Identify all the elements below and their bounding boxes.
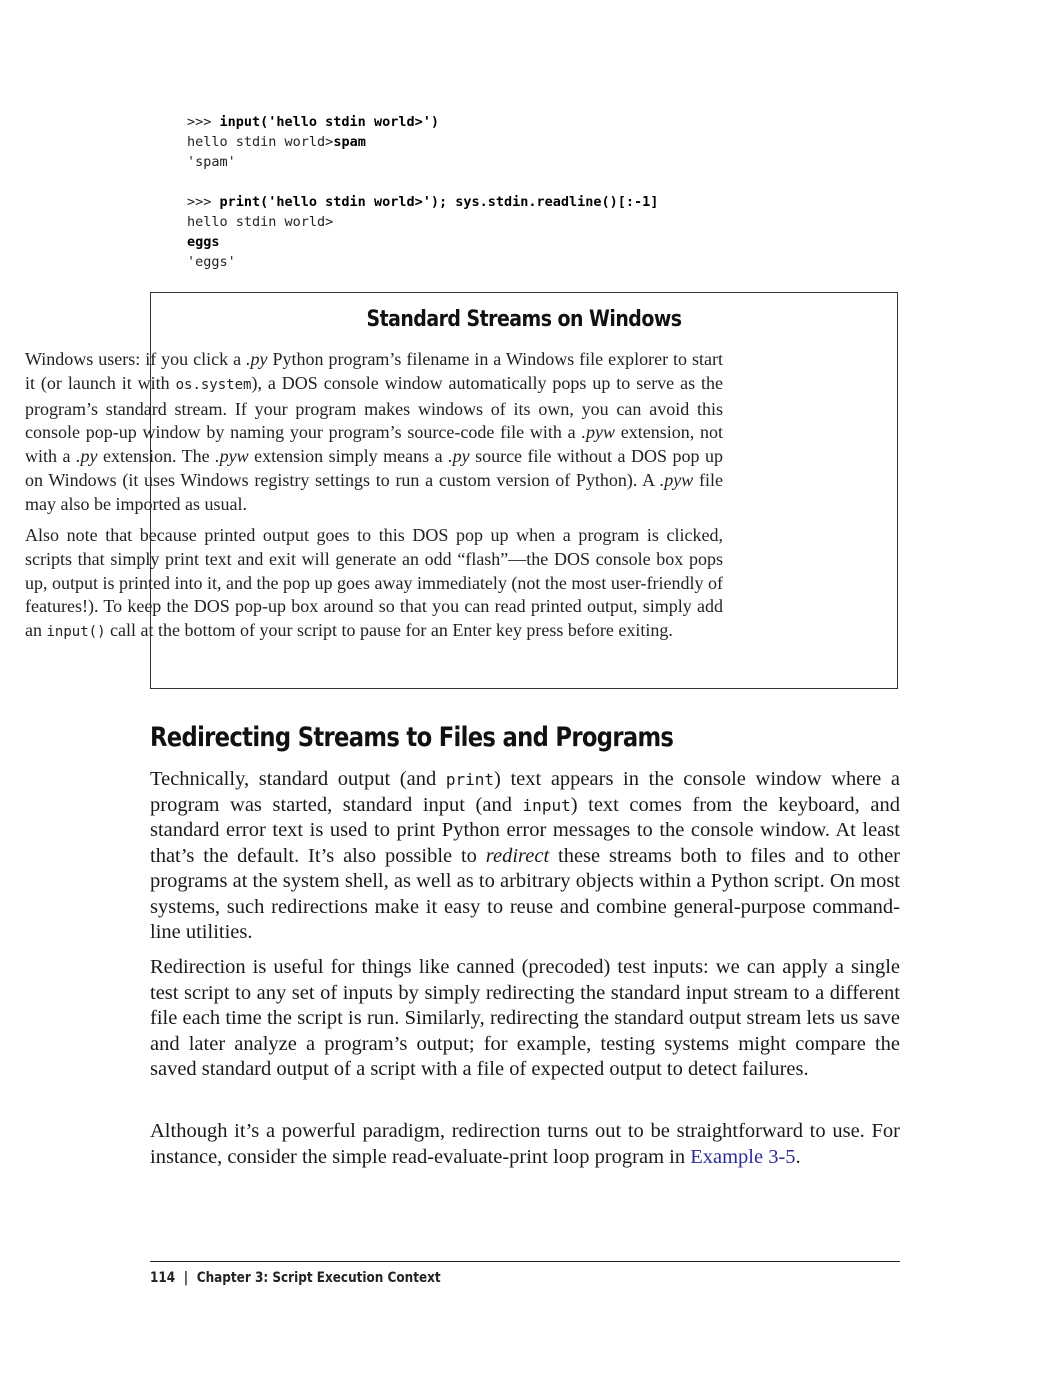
code-listing bbox=[187, 112, 658, 272]
emphasis: .py bbox=[75, 446, 98, 467]
inline-code: input bbox=[522, 795, 571, 815]
body-paragraph-3 bbox=[150, 1119, 900, 1170]
code-user-input: spam bbox=[333, 134, 366, 150]
inline-code: print bbox=[445, 770, 495, 789]
code-blank-line bbox=[187, 172, 658, 192]
code-line bbox=[187, 152, 658, 172]
text-run: ), a DOS console window automatically pops up to serve as the program’s standard stream. If your program makes windows of its own, you can avoid this console pop-up window by naming your program’s source-code file with a bbox=[25, 372, 723, 443]
code-command: input('hello stdin world>') bbox=[219, 114, 439, 130]
emphasis: redirect bbox=[485, 844, 550, 867]
text-run: file may also be imported as usual. bbox=[25, 469, 723, 514]
text-run: Technically, standard output (and bbox=[150, 768, 446, 790]
body-paragraph-2: Redirection is useful for things like canned (precoded) test inputs: we can apply a single test script to any set of inputs by simply redirecting the standard input stream to a different file each time the script is run. Similarly, redirecting the standard output stream lets us save and later analyze a program’s output; for example, testing systems might compare the saved standard output of a script with a file of expected output to detect failures. bbox=[150, 956, 900, 1080]
code-line bbox=[187, 192, 658, 212]
code-prompt: >>> bbox=[187, 194, 220, 210]
code-line bbox=[187, 132, 658, 152]
footer-separator: | bbox=[183, 1270, 189, 1286]
code-command: print('hello stdin world>'); sys.stdin.readline()[:-1] bbox=[219, 194, 659, 210]
text-run: source file without a DOS pop up on Windows (it uses Windows registry settings to run a custom version of Python). A bbox=[25, 446, 724, 490]
sidebar-title: Standard Streams on Windows bbox=[366, 307, 682, 332]
code-output: hello stdin world> bbox=[187, 214, 334, 230]
emphasis: .pyw bbox=[581, 422, 615, 443]
text-run: Also note that because printed output goes to this DOS pop up when a program is clicked, scripts that simply print text and exit will generate an odd “flash”—the DOS console box pops up, output is printed into it, and the pop up goes away immediately (not the most user-friendly of features!). To keep the DOS pop-up box around so that you can read printed output, simply add an bbox=[25, 525, 724, 641]
example-link[interactable]: Example 3-5 bbox=[690, 1145, 796, 1168]
code-line bbox=[187, 212, 658, 232]
text-run: extension, not with a bbox=[25, 422, 723, 467]
code-output: 'spam' bbox=[187, 154, 236, 170]
page-number: 114 bbox=[150, 1270, 176, 1286]
page-footer bbox=[150, 1270, 441, 1286]
body-paragraph-1 bbox=[150, 767, 900, 946]
text-run: extension simply means a bbox=[248, 446, 449, 467]
sidebar-paragraph-2 bbox=[25, 524, 723, 645]
emphasis: .py bbox=[448, 446, 470, 467]
sidebar-paragraph-1 bbox=[25, 348, 723, 517]
emphasis: .pyw bbox=[659, 469, 694, 490]
footer-divider bbox=[150, 1261, 900, 1262]
text-run: . bbox=[795, 1145, 801, 1168]
inline-code: os.system bbox=[175, 376, 252, 393]
text-run: Windows users: if you click a bbox=[25, 349, 247, 369]
emphasis: .pyw bbox=[215, 446, 249, 467]
code-line bbox=[187, 232, 658, 252]
chapter-title: Chapter 3: Script Execution Context bbox=[196, 1270, 441, 1286]
code-output: hello stdin world> bbox=[187, 134, 334, 150]
code-line bbox=[187, 112, 658, 132]
text-run: these streams both to files and to other programs at the system shell, as well as to arbitrary objects within a Python script. On most systems, such redirections make it easy to reuse and combine general-purpose command-line utilities. bbox=[150, 844, 901, 943]
code-user-input: eggs bbox=[187, 234, 220, 250]
code-output: 'eggs' bbox=[187, 254, 236, 270]
text-run: Although it’s a powerful paradigm, redirection turns out to be straightforward to use. For instance, consider the simple read-evaluate-print loop program in bbox=[150, 1120, 900, 1168]
emphasis: .py bbox=[246, 349, 268, 369]
code-line bbox=[187, 252, 658, 272]
text-run: call at the bottom of your script to pause for an Enter key press before exiting. bbox=[105, 620, 673, 641]
text-run: extension. The bbox=[97, 446, 216, 467]
section-heading: Redirecting Streams to Files and Programs bbox=[150, 722, 674, 753]
text-run: ) text appears in the console window where a program was started, standard input (and bbox=[150, 768, 900, 816]
inline-code: input() bbox=[46, 624, 106, 641]
text-run: Python program’s filename in a Windows file explorer to start it (or launch it with bbox=[25, 349, 723, 393]
text-run: ) text comes from the keyboard, and standard error text is used to print Python error messages to the console window. At least that’s the default. It’s also possible to bbox=[150, 793, 900, 867]
code-prompt: >>> bbox=[187, 114, 220, 130]
